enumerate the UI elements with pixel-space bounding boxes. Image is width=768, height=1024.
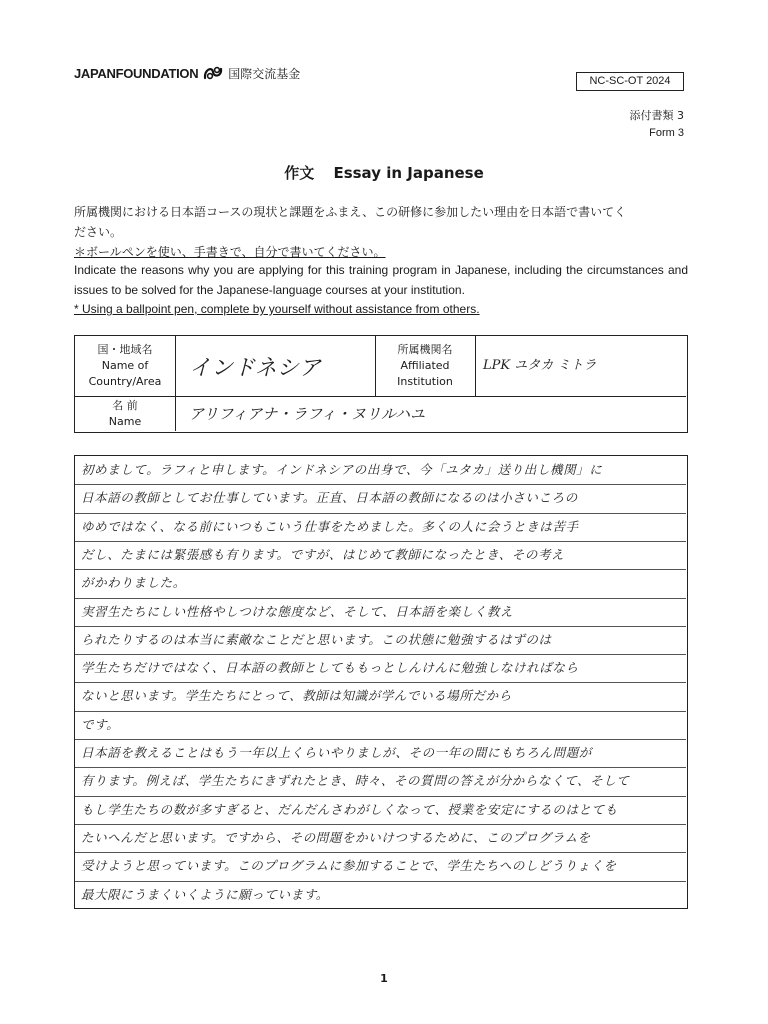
country-label-en1: Name of	[101, 359, 149, 372]
essay-line: たいへんだと思います。ですから、その問題をかいけつするために、このプログラムを	[81, 829, 591, 845]
essay-ruled-line	[75, 682, 686, 683]
instructions-jp	[74, 202, 688, 242]
instructions-note-en: * Using a ballpoint pen, complete by yourself without assistance from others.	[74, 302, 480, 316]
essay-ruled-line	[75, 739, 686, 740]
title-en: Essay in Japanese	[333, 164, 484, 182]
essay-line: です。	[81, 716, 120, 732]
essay-line: られたりするのは本当に素敵なことだと思います。この状態に勉強するはずのは	[81, 631, 552, 647]
essay-line: ないと思います。学生たちにとって、教師は知識が学んでいる場所だから	[81, 688, 512, 704]
page-number: 1	[380, 972, 388, 985]
essay-ruled-line	[75, 513, 686, 514]
essay-line: 日本語を教えることはもう一年以上くらいやりましが、その一年の間にもちろん問題が	[81, 745, 592, 760]
japan-foundation-logo	[74, 64, 300, 82]
name-label-jp: 名 前	[112, 398, 138, 412]
table-divider	[75, 396, 686, 397]
institution-label	[375, 336, 475, 396]
essay-ruled-line	[75, 598, 686, 599]
logo-text-en: JAPANFOUNDATION	[74, 65, 199, 81]
name-label-en: Name	[108, 414, 142, 428]
essay-ruled-line	[75, 711, 686, 712]
essay-ruled-line	[75, 569, 686, 570]
essay-ruled-line	[75, 767, 686, 768]
instructions-en: Indicate the reasons why you are applying for this training program in Japanese, including the circumstances and issues to be solved for the Japanese-language courses at your institution.	[74, 263, 688, 297]
logo-text-jp: 国際交流基金	[228, 66, 301, 81]
form-number: Form 3	[649, 127, 684, 139]
essay-line: 受けようと思っています。このプログラムに参加することで、学生たちへのしどうりょくを	[81, 858, 617, 874]
essay-ruled-line	[75, 541, 686, 542]
essay-line: 実習生たちにしい性格やしつけな態度など、そして、日本語を楽しく教え	[81, 603, 514, 619]
instructions-note-jp: ＊ボールペンを使い、手書きで、自分で書いてください。	[74, 245, 386, 259]
instructions-jp-line2: ださい。	[74, 225, 123, 239]
essay-line: がかわりました。	[81, 575, 186, 591]
attachment-label: 添付書類 3	[629, 109, 684, 122]
essay-ruled-line	[75, 881, 686, 882]
essay-line: 有ります。例えば、学生たちにきずれたとき、時々、その質問の答えが分からなくて、そして	[81, 773, 630, 789]
essay-area[interactable]	[74, 455, 688, 909]
country-value[interactable]: インドネシア	[189, 355, 321, 381]
essay-ruled-line	[75, 626, 686, 627]
essay-line: だし、たまには緊張感も有ります。ですが、はじめて教師になったとき、その考え	[81, 546, 565, 562]
essay-line: 日本語の教師としてお仕事しています。正直、日本語の教師になるのは小さいころの	[81, 490, 578, 506]
name-value[interactable]: アリフィアナ・ラフィ・ヌリルハユ	[189, 405, 425, 423]
name-label	[75, 396, 175, 431]
essay-ruled-line	[75, 796, 686, 797]
essay-line: もし学生たちの数が多すぎると、だんだんさわがしくなって、授業を安定にするのはとても	[81, 801, 618, 817]
country-label	[75, 336, 175, 396]
essay-ruled-line	[75, 654, 686, 655]
institution-value[interactable]: LPK ユタカ ミトラ	[483, 358, 597, 373]
essay-line: 最大限にうまくいくように願っています。	[81, 886, 329, 902]
form-code-box: NC-SC-OT 2024	[576, 72, 684, 91]
essay-line: 初めまして。ラフィと申します。インドネシアの出身で、今「ユタカ」送り出し機関」に	[81, 462, 603, 477]
table-divider	[375, 336, 376, 396]
institution-label-en1: Affiliated	[400, 359, 450, 372]
country-label-jp: 国・地域名	[97, 343, 153, 356]
table-divider	[175, 336, 176, 431]
logo-mark-icon	[202, 64, 224, 82]
title-jp: 作文	[284, 164, 315, 182]
essay-ruled-line	[75, 852, 686, 853]
institution-label-en2: Institution	[397, 375, 453, 388]
institution-label-jp: 所属機関名	[397, 343, 453, 356]
applicant-info-table	[74, 335, 688, 433]
essay-line: 学生たちだけではなく、日本語の教師としてももっとしんけんに勉強しなければなら	[81, 660, 579, 676]
essay-line: ゆめではなく、なる前にいつもこいう仕事をためました。多くの人に会うときは苦手	[81, 518, 579, 534]
country-label-en2: Country/Area	[88, 375, 162, 388]
essay-ruled-line	[75, 824, 686, 825]
table-divider	[475, 336, 476, 396]
essay-ruled-line	[75, 484, 686, 485]
instructions-jp-line1: 所属機関における日本語コースの現状と課題をふまえ、この研修に参加したい理由を日本語で書いてく	[74, 205, 627, 219]
page-title	[0, 162, 768, 183]
